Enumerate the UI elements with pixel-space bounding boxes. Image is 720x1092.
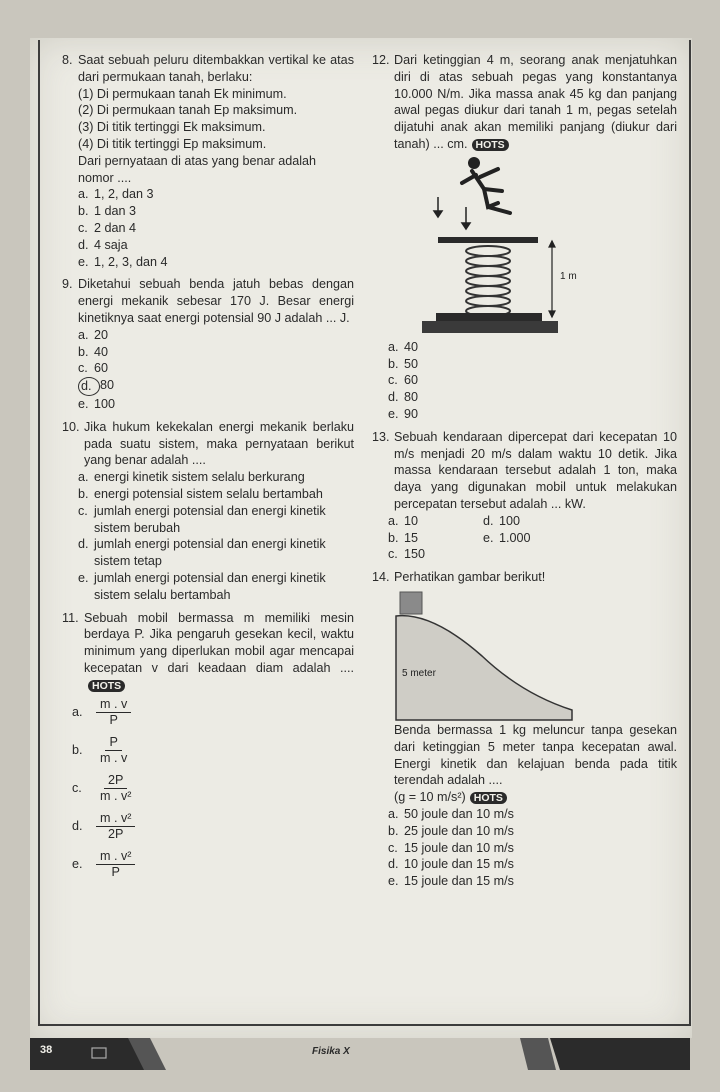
question-number: 9.	[62, 277, 73, 292]
question-14	[372, 569, 677, 890]
option-c[interactable]: c. jumlah energi potensial dan energi kinetik sistem berubah	[78, 503, 326, 535]
question-number: 8.	[62, 53, 73, 67]
option-d-selected[interactable]: d. 80	[62, 377, 354, 396]
circled-answer-mark: d.	[78, 377, 100, 396]
option-d[interactable]: d. 80	[388, 390, 419, 405]
option-e[interactable]: e. $\frac{\text{m . v²}}{P}$	[62, 845, 354, 883]
question-text: Saat sebuah peluru ditembakkan vertikal ke atas dari permukaan tanah, berlaku:	[78, 53, 354, 84]
question-number: 13.	[372, 429, 390, 444]
option-a[interactable]: a. 50 joule dan 10 m/s	[388, 806, 514, 821]
statement: (4) Di titik tertinggi Ep maksimum.	[78, 136, 267, 151]
question-11	[62, 610, 354, 884]
sliding-block	[400, 592, 422, 614]
left-column	[62, 52, 354, 889]
option-a[interactable]: a. 1, 2, dan 3	[78, 187, 154, 202]
question-text: Diketahui sebuah benda jatuh bebas dengan energi mekanik sebesar 170 J. Besar energi kinetiknya saat energi potensial 90 J adalah ... J.	[78, 277, 354, 325]
slope-figure	[372, 590, 652, 722]
question-prompt: Dari pernyataan di atas yang benar adalah nomor ....	[78, 153, 317, 185]
option-d[interactable]: d. jumlah energi potensial dan energi kinetik sistem tetap	[78, 537, 326, 569]
option-a[interactable]: a. energi kinetik sistem selalu berkurang	[78, 470, 305, 485]
height-dimension-arrow	[549, 241, 555, 317]
question-12	[372, 52, 677, 423]
spring-coil	[466, 246, 510, 316]
question-text: Sebuah mobil bermassa m memiliki mesin berdaya P. Jika pengaruh gesekan kecil, waktu minimum yang diperlukan mobil agar mencapai kecepatan v dari keadaan diam adalah ....	[84, 610, 354, 675]
question-8	[62, 52, 354, 270]
option-e[interactable]: e. 1.000	[483, 530, 531, 545]
height-label: 5 meter	[402, 667, 436, 679]
given-gravity: (g = 10 m/s²)	[394, 790, 466, 805]
spring-top-plate	[438, 237, 538, 243]
falling-child-icon	[462, 157, 510, 213]
option-d[interactable]: d. $\frac{\text{m . v²}}{2P}$	[62, 807, 354, 845]
option-c[interactable]: c. 60	[388, 373, 419, 388]
page-footer	[0, 1030, 720, 1092]
hots-badge: HOTS	[470, 792, 507, 804]
statement: (3) Di titik tertinggi Ek maksimum.	[78, 120, 266, 135]
option-b[interactable]: b. 1 dan 3	[78, 204, 137, 219]
option-e[interactable]: e. 1, 2, 3, dan 4	[78, 254, 168, 269]
statement: (2) Di permukaan tanah Ep maksimum.	[78, 103, 298, 118]
option-a[interactable]: a. $\frac{m . v}{P}$	[62, 693, 354, 731]
spring-figure	[402, 153, 602, 339]
question-body: Benda bermassa 1 kg meluncur tanpa gesekan dari ketinggian 5 meter tanpa kecepatan awal. Energi kinetik dan kelajuan benda pada titik terendah adalah ....	[394, 722, 677, 788]
option-c[interactable]: c. 15 joule dan 10 m/s	[388, 840, 514, 855]
option-c[interactable]: c. 2 dan 4	[78, 220, 137, 235]
statement: (1) Di permukaan tanah Ek minimum.	[78, 86, 287, 101]
right-column	[372, 52, 677, 896]
option-a[interactable]: a. 10	[388, 513, 419, 528]
question-number: 12.	[372, 53, 390, 67]
question-text: Perhatikan gambar berikut!	[394, 570, 546, 585]
option-b[interactable]: b. energi potensial sistem selalu bertambah	[78, 486, 323, 501]
question-number: 14.	[372, 570, 390, 585]
question-text: Sebuah kendaraan dipercepat dari kecepatan 10 m/s menjadi 20 m/s dalam waktu 10 detik. Jika massa kendaraan tersebut adalah 1 ton, maka daya yang digunakan mobil untuk melakukan percepatan tersebut adalah ... kW.	[394, 429, 677, 511]
hots-badge: HOTS	[88, 680, 125, 692]
option-b[interactable]: b. 40	[78, 344, 109, 359]
option-e[interactable]: e. 100	[78, 396, 116, 411]
book-title: Fisika X	[312, 1046, 350, 1057]
option-d[interactable]: d. 10 joule dan 15 m/s	[388, 857, 514, 872]
question-13	[372, 429, 677, 563]
option-e[interactable]: e. 90	[388, 406, 419, 421]
options	[372, 339, 677, 423]
hots-badge: HOTS	[472, 139, 509, 151]
option-d[interactable]: d. 4 saja	[78, 237, 128, 252]
options	[372, 513, 677, 563]
option-d[interactable]: d. 100	[483, 513, 521, 528]
option-a[interactable]: a. 40	[388, 339, 419, 354]
down-arrow-icon	[434, 197, 470, 229]
option-a[interactable]: a. 20	[78, 327, 109, 342]
option-c[interactable]: c. $\frac{2P}{\text{m . v²}}$	[72, 772, 132, 803]
spring-base-plate	[436, 313, 542, 321]
question-9	[62, 276, 354, 412]
question-text: Dari ketinggian 4 m, seorang anak menjatuhkan diri di atas sebuah pegas yang konstantanya 10.000 N/m. Jika massa anak 45 kg dan panjang awal pegas diukur dari tanah 1 m, pegas setelah dijatuhi anak akan memiliki panjang (diukur dari tanah) ... cm.	[394, 53, 677, 151]
question-text: Jika hukum kekekalan energi mekanik berlaku pada suatu sistem, maka pernyataan berikut yang benar adalah ....	[84, 419, 354, 468]
option-c[interactable]: c. 150	[388, 547, 426, 562]
spring-length-label: 1 m	[560, 270, 577, 282]
footer-graphic	[0, 1030, 720, 1092]
option-b[interactable]: b. 25 joule dan 10 m/s	[388, 823, 514, 838]
question-number: 11.	[62, 610, 79, 625]
option-e[interactable]: e. 15 joule dan 15 m/s	[388, 874, 514, 889]
option-b[interactable]: b. 15	[388, 530, 419, 545]
question-10	[62, 419, 354, 604]
page-number: 38	[40, 1044, 53, 1056]
ground-block	[422, 321, 558, 333]
option-b[interactable]: b. $\frac{P}{m . v}$	[72, 734, 128, 765]
option-e[interactable]: e. jumlah energi potensial dan energi kinetik sistem selalu bertambah	[78, 570, 326, 602]
option-c[interactable]: c. 60	[78, 361, 109, 376]
option-b[interactable]: b. 50	[388, 356, 419, 371]
question-number: 10.	[62, 419, 80, 434]
